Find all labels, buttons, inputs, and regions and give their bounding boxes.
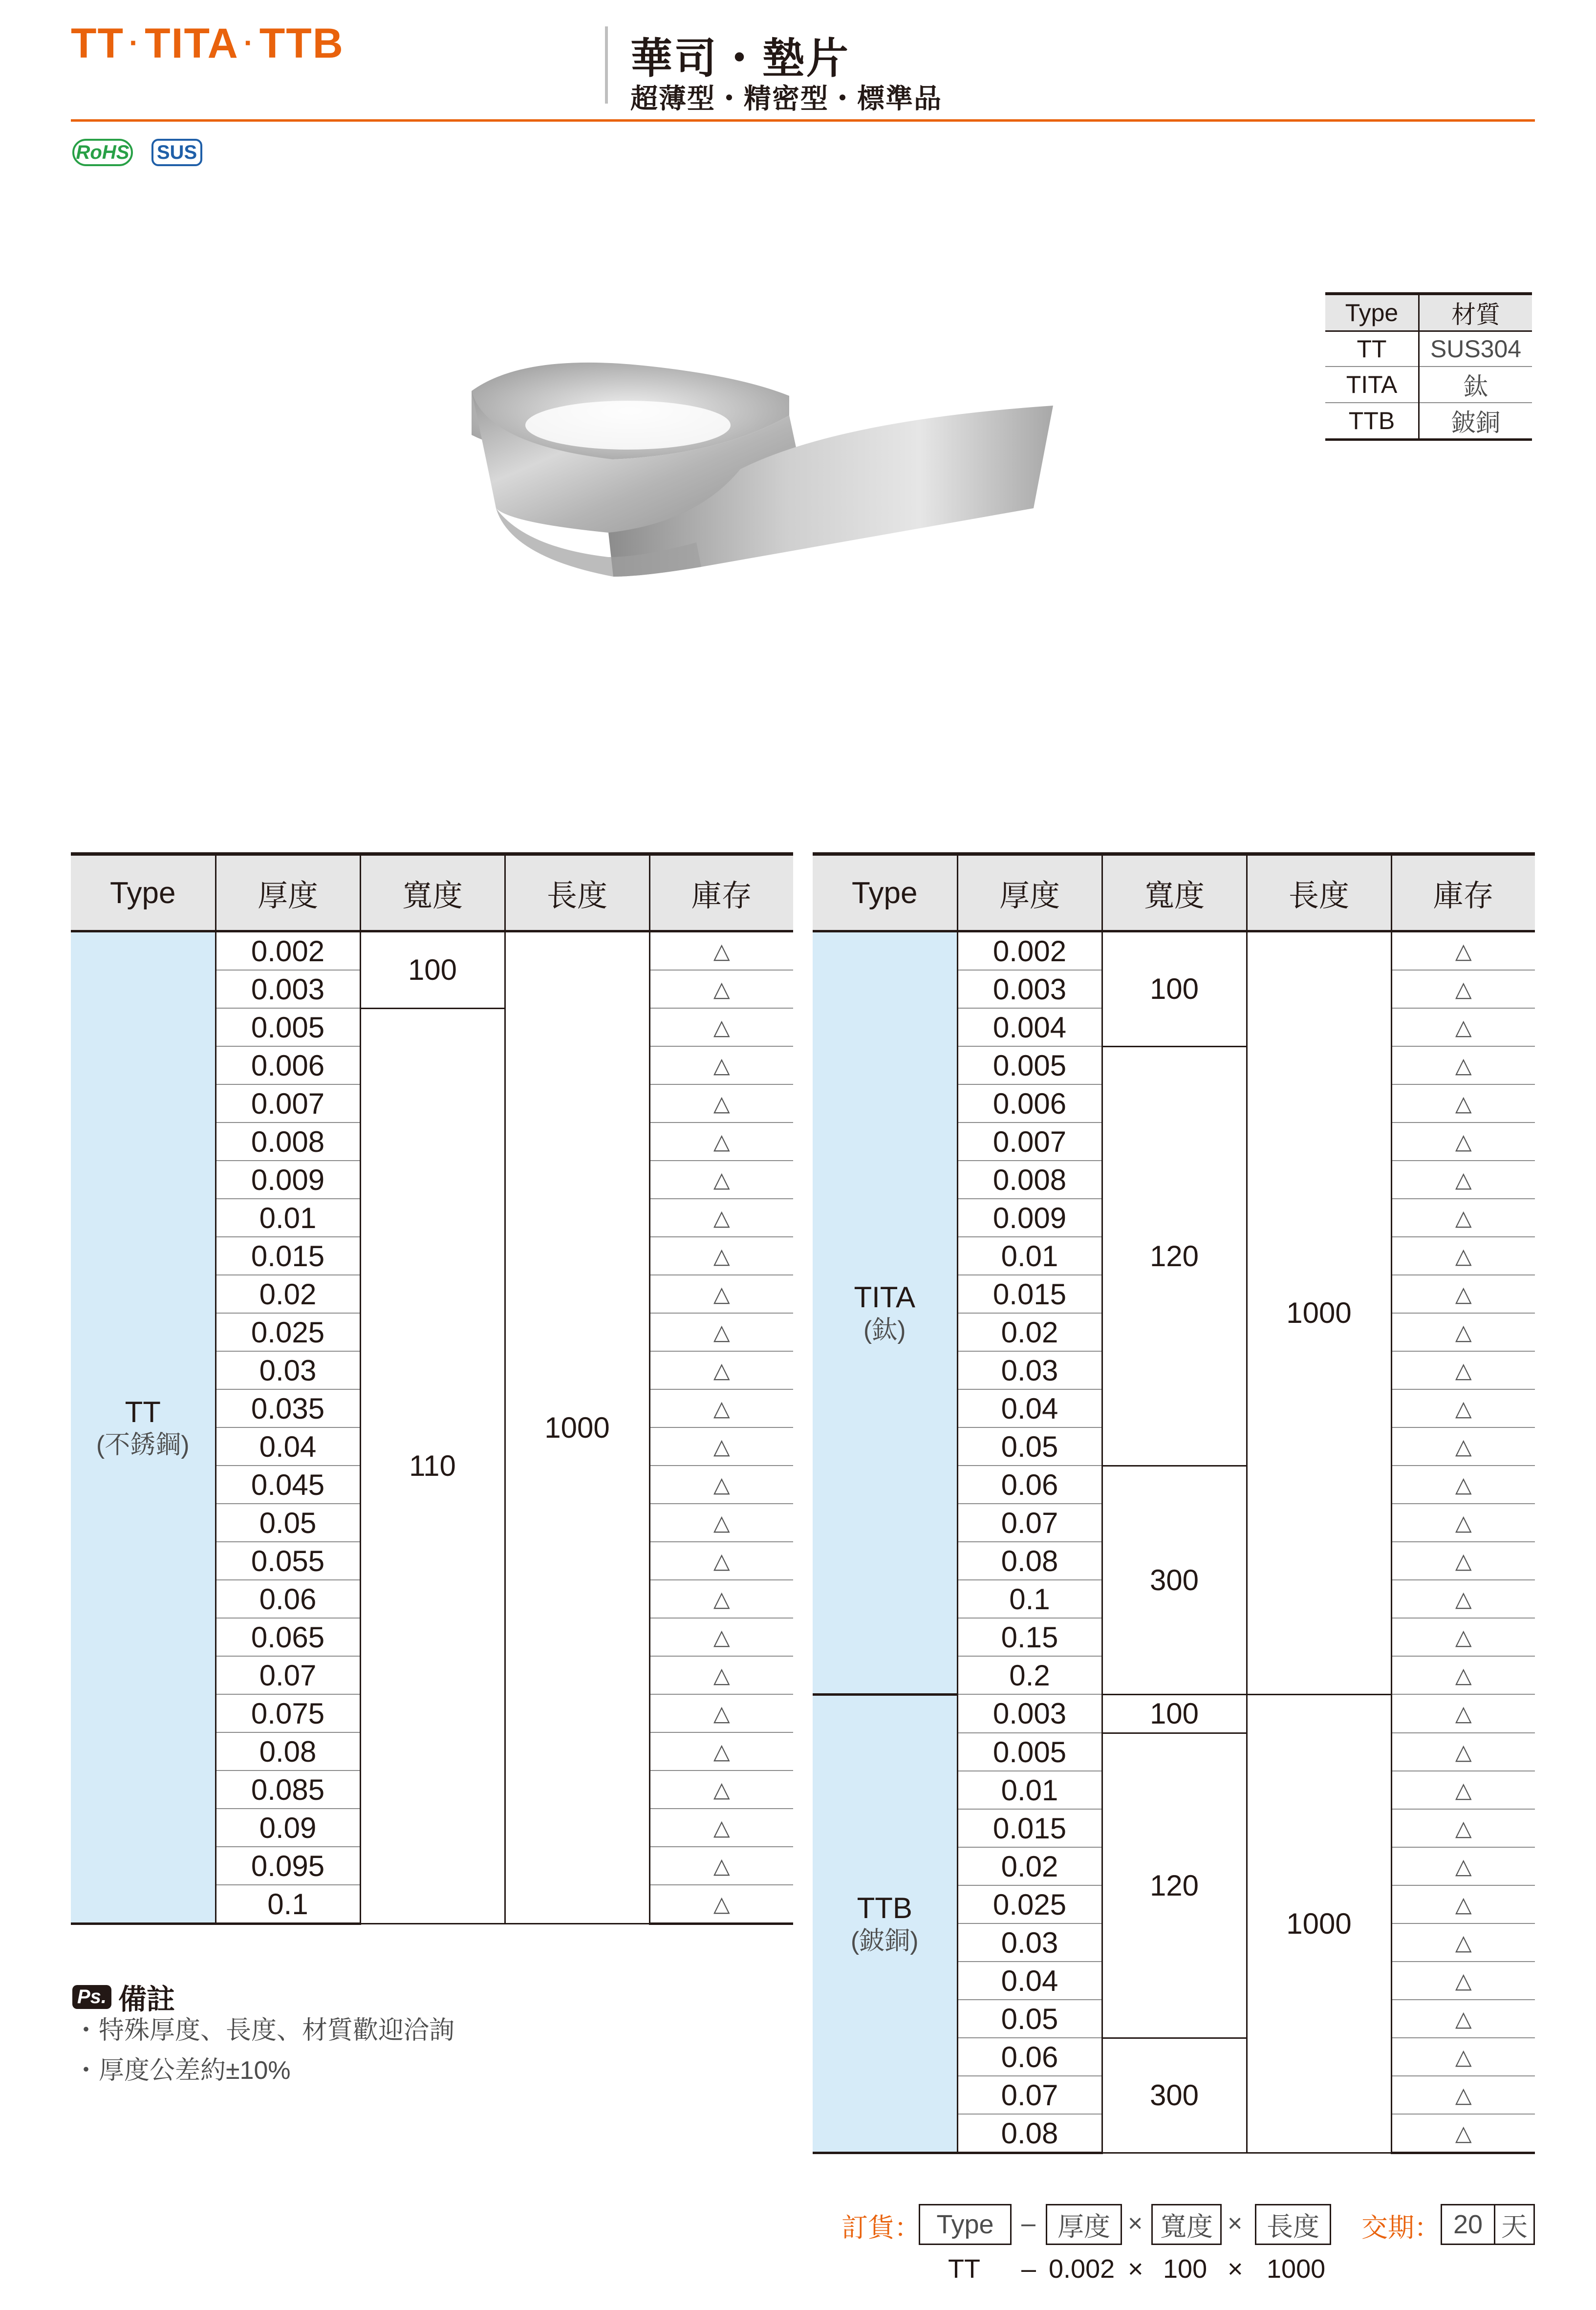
note-item: ・厚度公差約±10% — [73, 2056, 291, 2085]
thickness-cell: 0.005 — [957, 1733, 1102, 1771]
thickness-cell: 0.007 — [957, 1123, 1102, 1161]
thickness-cell: 0.007 — [216, 1084, 360, 1123]
stock-cell: △ — [649, 1694, 793, 1732]
width-cell: 300 — [1102, 2038, 1247, 2153]
stock-cell: △ — [1391, 1580, 1535, 1618]
type-cell — [71, 931, 216, 1924]
stock-cell: △ — [1391, 1694, 1535, 1733]
thickness-cell: 0.08 — [957, 1542, 1102, 1580]
header-divider — [605, 26, 608, 104]
thickness-cell: 0.004 — [957, 1008, 1102, 1046]
thickness-cell: 0.002 — [957, 931, 1102, 971]
thickness-cell: 0.075 — [216, 1694, 360, 1732]
type-material: (鈦) — [863, 1316, 906, 1345]
thickness-cell: 0.08 — [957, 2114, 1102, 2153]
stock-cell: △ — [1391, 1351, 1535, 1389]
thickness-cell: 0.045 — [216, 1466, 360, 1504]
stock-cell: △ — [649, 1084, 793, 1123]
order-example-dash: – — [1021, 2254, 1036, 2284]
col-header-length: 長度 — [505, 854, 649, 931]
stock-cell: △ — [1391, 1237, 1535, 1275]
stock-cell: △ — [1391, 1161, 1535, 1199]
thickness-cell: 0.009 — [216, 1161, 360, 1199]
material-value: SUS304 — [1419, 331, 1532, 367]
width-cell: 100 — [1102, 931, 1247, 1047]
order-example-width: 100 — [1163, 2254, 1208, 2284]
thickness-cell: 0.01 — [957, 1771, 1102, 1809]
width-cell: 300 — [1102, 1466, 1247, 1694]
thickness-cell: 0.025 — [957, 1885, 1102, 1923]
type-name: TTB — [857, 1892, 912, 1925]
thickness-cell: 0.07 — [216, 1656, 360, 1694]
order-example-thickness: 0.002 — [1049, 2254, 1115, 2284]
length-cell: 1000 — [1247, 1694, 1391, 2153]
col-header-thickness: 厚度 — [957, 854, 1102, 931]
order-field-width: 寬度 — [1151, 2204, 1222, 2245]
stock-cell: △ — [649, 970, 793, 1008]
stock-cell: △ — [1391, 1123, 1535, 1161]
length-cell: 1000 — [1247, 931, 1391, 1695]
thickness-cell: 0.1 — [216, 1885, 360, 1924]
thickness-cell: 0.002 — [216, 931, 360, 971]
type-cell — [813, 1694, 957, 2153]
material-value: 鈹銅 — [1419, 403, 1532, 440]
col-header-length: 長度 — [1247, 854, 1391, 931]
stock-cell: △ — [1391, 1542, 1535, 1580]
stock-cell: △ — [649, 1199, 793, 1237]
header-rule — [71, 119, 1535, 122]
col-header-stock: 庫存 — [1391, 854, 1535, 931]
brand-title — [71, 20, 344, 68]
stock-cell: △ — [649, 1466, 793, 1504]
thickness-cell: 0.03 — [957, 1351, 1102, 1389]
brand-tt: TT — [71, 20, 125, 67]
thickness-cell: 0.006 — [957, 1084, 1102, 1123]
page-title: 華司・墊片 — [630, 35, 850, 82]
stock-cell: △ — [1391, 1046, 1535, 1084]
thickness-cell: 0.06 — [216, 1580, 360, 1618]
thickness-cell: 0.08 — [216, 1732, 360, 1770]
thickness-cell: 0.003 — [957, 1694, 1102, 1733]
order-field-thickness: 厚度 — [1046, 2204, 1122, 2245]
brand-tita: TITA — [145, 20, 239, 67]
col-header-type: Type — [813, 854, 957, 931]
thickness-cell: 0.1 — [957, 1580, 1102, 1618]
stock-cell: △ — [649, 1237, 793, 1275]
stock-cell: △ — [1391, 2114, 1535, 2153]
thickness-cell: 0.06 — [957, 1466, 1102, 1504]
thickness-cell: 0.085 — [216, 1770, 360, 1809]
delivery-label: 交期： — [1361, 2213, 1441, 2243]
thickness-cell: 0.01 — [957, 1237, 1102, 1275]
width-cell: 110 — [360, 1008, 505, 1924]
material-header-material: 材質 — [1419, 294, 1532, 331]
thickness-cell: 0.07 — [957, 2076, 1102, 2114]
width-cell: 100 — [1102, 1694, 1247, 1733]
thickness-cell: 0.04 — [957, 1962, 1102, 2000]
table-row — [71, 931, 793, 971]
stock-cell: △ — [649, 1656, 793, 1694]
sus-badge: SUS — [151, 139, 202, 166]
notes-title: 備註 — [118, 1984, 175, 2015]
thickness-cell: 0.2 — [957, 1656, 1102, 1694]
stock-cell: △ — [1391, 1084, 1535, 1123]
stock-cell: △ — [1391, 1656, 1535, 1694]
stock-cell: △ — [1391, 1199, 1535, 1237]
brand-separator: · — [129, 26, 140, 59]
stock-cell: △ — [649, 1732, 793, 1770]
thickness-cell: 0.005 — [957, 1046, 1102, 1084]
thickness-cell: 0.15 — [957, 1618, 1102, 1656]
table-row — [813, 1694, 1535, 1733]
thickness-cell: 0.006 — [216, 1046, 360, 1084]
stock-cell: △ — [649, 1275, 793, 1313]
type-material: (鈹銅) — [850, 1927, 919, 1956]
thickness-cell: 0.02 — [216, 1275, 360, 1313]
col-header-stock: 庫存 — [649, 854, 793, 931]
stock-cell: △ — [1391, 1847, 1535, 1885]
thickness-cell: 0.015 — [957, 1275, 1102, 1313]
delivery-unit: 天 — [1494, 2204, 1535, 2245]
stock-cell: △ — [1391, 1466, 1535, 1504]
thickness-cell: 0.01 — [216, 1199, 360, 1237]
thickness-cell: 0.02 — [957, 1847, 1102, 1885]
thickness-cell: 0.008 — [216, 1123, 360, 1161]
stock-cell: △ — [649, 1161, 793, 1199]
stock-cell: △ — [1391, 970, 1535, 1008]
thickness-cell: 0.025 — [216, 1313, 360, 1351]
stock-cell: △ — [1391, 1504, 1535, 1542]
stock-cell: △ — [1391, 931, 1535, 971]
stock-cell: △ — [649, 1885, 793, 1924]
stock-cell: △ — [1391, 2076, 1535, 2114]
stock-cell: △ — [1391, 1008, 1535, 1046]
type-cell — [813, 931, 957, 1695]
thickness-cell: 0.065 — [216, 1618, 360, 1656]
thickness-cell: 0.003 — [957, 970, 1102, 1008]
material-table — [1325, 292, 1532, 441]
brand-ttb: TTB — [259, 20, 344, 67]
col-header-width: 寬度 — [360, 854, 505, 931]
stock-cell: △ — [1391, 1427, 1535, 1466]
stock-cell: △ — [649, 1123, 793, 1161]
stock-cell: △ — [1391, 1809, 1535, 1847]
thickness-cell: 0.02 — [957, 1313, 1102, 1351]
type-name: TITA — [854, 1281, 916, 1314]
stock-cell: △ — [1391, 2000, 1535, 2038]
thickness-cell: 0.04 — [216, 1427, 360, 1466]
order-example-times: × — [1228, 2254, 1243, 2284]
col-header-thickness: 厚度 — [216, 854, 360, 931]
table-row — [813, 931, 1535, 971]
thickness-cell: 0.03 — [216, 1351, 360, 1389]
width-cell: 100 — [360, 931, 505, 1009]
rohs-badge: RoHS — [72, 139, 133, 166]
page-subtitle: 超薄型・精密型・標準品 — [630, 83, 942, 114]
order-field-type: Type — [919, 2204, 1012, 2245]
stock-cell: △ — [1391, 1275, 1535, 1313]
material-header-type: Type — [1325, 294, 1419, 331]
order-times: × — [1228, 2209, 1243, 2238]
thickness-cell: 0.015 — [216, 1237, 360, 1275]
delivery-days: 20 — [1441, 2204, 1495, 2245]
spec-table-tt — [71, 852, 793, 1925]
stock-cell: △ — [649, 1847, 793, 1885]
stock-cell: △ — [1391, 1313, 1535, 1351]
order-dash: – — [1021, 2209, 1035, 2238]
thickness-cell: 0.008 — [957, 1161, 1102, 1199]
shim-roll-image — [467, 362, 1068, 626]
order-example-type: TT — [948, 2254, 980, 2284]
width-cell: 120 — [1102, 1046, 1247, 1466]
material-type: TTB — [1325, 403, 1419, 440]
stock-cell: △ — [1391, 1771, 1535, 1809]
stock-cell: △ — [649, 1046, 793, 1084]
stock-cell: △ — [1391, 1618, 1535, 1656]
stock-cell: △ — [649, 1008, 793, 1046]
order-times: × — [1128, 2209, 1143, 2238]
stock-cell: △ — [1391, 1885, 1535, 1923]
thickness-cell: 0.06 — [957, 2038, 1102, 2076]
spec-table-tita-ttb — [813, 852, 1535, 2154]
type-name: TT — [125, 1395, 161, 1428]
thickness-cell: 0.03 — [957, 1923, 1102, 1962]
thickness-cell: 0.05 — [957, 2000, 1102, 2038]
stock-cell: △ — [649, 1427, 793, 1466]
thickness-cell: 0.05 — [216, 1504, 360, 1542]
thickness-cell: 0.055 — [216, 1542, 360, 1580]
width-cell: 120 — [1102, 1733, 1247, 2038]
brand-separator: · — [243, 26, 255, 59]
material-value: 鈦 — [1419, 367, 1532, 403]
stock-cell: △ — [649, 1313, 793, 1351]
material-row — [1325, 403, 1532, 440]
thickness-cell: 0.003 — [216, 970, 360, 1008]
material-row — [1325, 367, 1532, 403]
thickness-cell: 0.009 — [957, 1199, 1102, 1237]
order-field-length: 長度 — [1255, 2204, 1331, 2245]
material-type: TITA — [1325, 367, 1419, 403]
order-label: 訂貨： — [841, 2213, 921, 2243]
thickness-cell: 0.095 — [216, 1847, 360, 1885]
stock-cell: △ — [649, 1770, 793, 1809]
stock-cell: △ — [649, 1504, 793, 1542]
stock-cell: △ — [1391, 1923, 1535, 1962]
thickness-cell: 0.04 — [957, 1389, 1102, 1427]
material-type: TT — [1325, 331, 1419, 367]
stock-cell: △ — [649, 1351, 793, 1389]
stock-cell: △ — [1391, 1389, 1535, 1427]
type-material: (不銹鋼) — [96, 1430, 190, 1459]
thickness-cell: 0.015 — [957, 1809, 1102, 1847]
thickness-cell: 0.09 — [216, 1809, 360, 1847]
order-example-times: × — [1128, 2254, 1143, 2284]
thickness-cell: 0.035 — [216, 1389, 360, 1427]
thickness-cell: 0.05 — [957, 1427, 1102, 1466]
material-row — [1325, 331, 1532, 367]
stock-cell: △ — [1391, 1733, 1535, 1771]
col-header-width: 寬度 — [1102, 854, 1247, 931]
stock-cell: △ — [649, 1809, 793, 1847]
stock-cell: △ — [649, 1542, 793, 1580]
stock-cell: △ — [1391, 1962, 1535, 2000]
stock-cell: △ — [649, 1580, 793, 1618]
stock-cell: △ — [1391, 2038, 1535, 2076]
ps-tag: Ps. — [72, 1985, 111, 2009]
stock-cell: △ — [649, 931, 793, 971]
thickness-cell: 0.005 — [216, 1008, 360, 1046]
note-item: ・特殊厚度、長度、材質歡迎洽詢 — [73, 2016, 455, 2045]
length-cell: 1000 — [505, 931, 649, 1924]
col-header-type: Type — [71, 854, 216, 931]
stock-cell: △ — [649, 1618, 793, 1656]
stock-cell: △ — [649, 1389, 793, 1427]
thickness-cell: 0.07 — [957, 1504, 1102, 1542]
order-example-length: 1000 — [1267, 2254, 1326, 2284]
